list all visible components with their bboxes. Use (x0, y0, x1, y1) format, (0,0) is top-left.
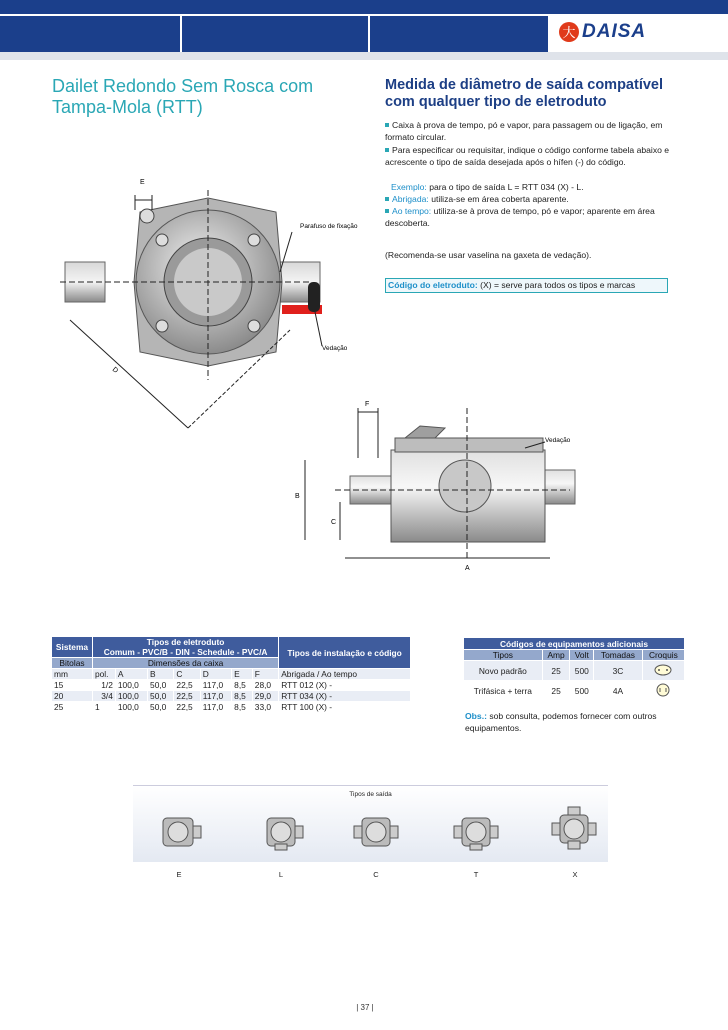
note: (Recomenda-se usar vaselina na gaxeta de vedação). (385, 250, 592, 260)
dim-label-a: A (465, 565, 470, 572)
header-tab-1 (0, 14, 182, 52)
t2-title: Códigos de equipamentos adicionais (464, 638, 685, 650)
outlet-t-icon (452, 812, 500, 850)
table-row: 15 1/2 100,0 50,0 22,5 117,0 8,5 28,0 RTT 012 (X) - (52, 680, 411, 691)
code-box: Código do eletroduto: (X) = serve para todos os tipos e marcas (385, 278, 668, 293)
table-row: Trifásica + terra 25 500 4A (464, 681, 685, 701)
brand-logo (548, 14, 728, 52)
dimensions-table (51, 636, 411, 713)
col-header: pol. (92, 669, 115, 680)
dim-label-f: F (365, 401, 370, 408)
bullet-icon (385, 148, 389, 152)
col-header: Amp (542, 650, 570, 661)
page-number: | 37 | (356, 1003, 374, 1012)
side-view-drawing (295, 398, 571, 573)
col-header: Tomadas (594, 650, 643, 661)
outlet-x-icon (550, 805, 598, 850)
col-header: mm (52, 669, 93, 680)
table-row: 25 1 100,0 50,0 22,5 117,0 8,5 33,0 RTT 100 (X) - (52, 702, 411, 713)
dim-label-b: B (295, 493, 300, 500)
dim-label-d: D (110, 366, 120, 375)
col-header: A (115, 669, 147, 680)
col-header: F (252, 669, 278, 680)
col-header: E (232, 669, 253, 680)
brand-name: DAISA (582, 21, 647, 42)
bullet-1: Caixa à prova de tempo, pó e vapor, para passagem ou de ligação, em formato circular. (385, 120, 663, 142)
bullet-icon (385, 197, 389, 201)
col-header: D (200, 669, 231, 680)
th-bitolas: Bitolas (52, 658, 93, 669)
th-tipos: Tipos de eletroduto Comum - PVC/B - DIN - Schedule - PVC/A (92, 637, 278, 658)
outlet-label-t: T (473, 870, 479, 879)
th-dimensoes: Dimensões da caixa (92, 658, 278, 669)
outlet-e-icon (155, 812, 203, 850)
col-header: Abrigada / Ao tempo (279, 669, 411, 680)
bullet-icon (385, 123, 389, 127)
product-title: Dailet Redondo Sem Rosca com Tampa-Mola (RTT) (52, 76, 314, 117)
outlet-label-x: X (572, 870, 578, 879)
example-line: Exemplo: para o tipo de saída L = RTT 034 (X) - L. (391, 182, 584, 192)
col-header: Volt (570, 650, 594, 661)
table-row: Novo padrão 25 500 3C (464, 661, 685, 681)
info-subtitle: Medida de diâmetro de saída compatível com qualquer tipo de eletroduto (385, 77, 663, 110)
table-row: 20 3/4 100,0 50,0 22,5 117,0 8,5 29,0 RTT 034 (X) - (52, 691, 411, 702)
outlet-label-c: C (373, 870, 379, 879)
col-header: Croquis (642, 650, 684, 661)
header-strip (0, 52, 728, 60)
top-header-bar (0, 0, 728, 52)
outlet-label-l: L (278, 870, 284, 879)
outlet-label-e: E (176, 870, 182, 879)
th-instalacao: Tipos de instalação e código (279, 637, 411, 669)
th-sistema: Sistema (52, 637, 93, 658)
bullet-abrigada: Abrigada: utiliza-se em área coberta aparente. (385, 194, 685, 206)
socket-4a-icon (654, 683, 672, 697)
equipment-codes-table (463, 637, 685, 701)
col-header: B (148, 669, 174, 680)
svg-text:大: 大 (562, 26, 576, 41)
dim-label-c: C (331, 519, 337, 526)
bullet-icon (385, 209, 389, 213)
socket-3c-icon (654, 664, 672, 676)
col-header: Tipos (464, 650, 543, 661)
col-header: C (174, 669, 200, 680)
label-vedacao-1: Vedação (322, 345, 348, 352)
label-parafuso: Parafuso de fixação (300, 223, 358, 230)
obs-note: Obs.: sob consulta, podemos fornecer com outros equipamentos. (465, 711, 657, 733)
outlet-l-icon (257, 812, 305, 850)
logo-seal-icon (558, 20, 580, 44)
header-tab-2 (180, 14, 370, 52)
label-vedacao-2: Vedação (545, 437, 571, 444)
bullet-ao-tempo: Ao tempo: utiliza-se à prova de tempo, pó e vapor; aparente em área descoberta. (385, 206, 655, 228)
bullet-2: Para especificar ou requisitar, indique o código conforme tabela abaixo e acrescente o tipo de saída desejada após o hífen (-) do código. (385, 145, 670, 167)
header-tab-3 (368, 14, 550, 52)
outlet-types-title: Tipos de saída (349, 791, 392, 798)
outlet-c-icon (352, 812, 400, 850)
dim-label-e: E (140, 179, 145, 186)
